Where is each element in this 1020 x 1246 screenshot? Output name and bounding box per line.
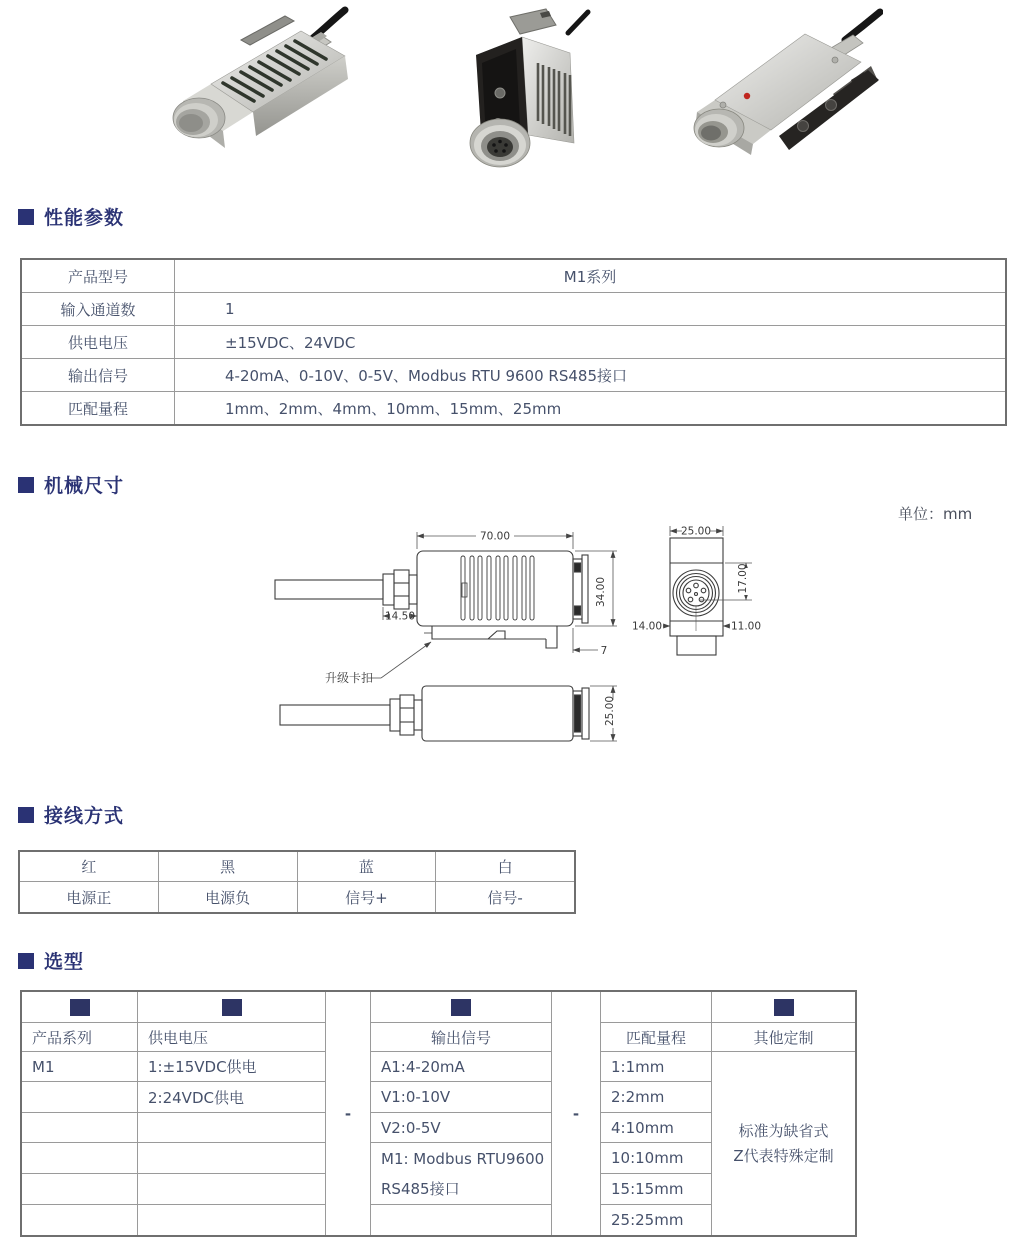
dimension-drawing-icon <box>0 523 1020 778</box>
order-code-separator: - <box>344 1104 352 1123</box>
dim-connector-offset: 17.00 <box>737 563 749 594</box>
param-label: 输出信号 <box>22 359 175 391</box>
column-header: 匹配量程 <box>601 1023 711 1052</box>
section-heading-selection <box>18 947 84 974</box>
section-bullet-square-icon <box>18 807 34 823</box>
section-title: 接线方式 <box>44 805 125 827</box>
param-value: ±15VDC、24VDC <box>225 333 356 352</box>
code-square-icon <box>774 999 794 1016</box>
selection-separator-column <box>326 992 371 1235</box>
selection-separator-column <box>552 992 601 1235</box>
dim-end-width: 25.00 <box>680 525 712 538</box>
option-cell: 2:2mm <box>601 1082 711 1113</box>
table-row <box>22 359 1005 392</box>
performance-table <box>20 258 1007 426</box>
wiring-table <box>18 850 576 914</box>
section-heading-wiring <box>18 801 124 828</box>
dim-side-height: 34.00 <box>595 576 607 608</box>
column-header: 供电电压 <box>138 1023 325 1052</box>
selection-col-voltage <box>138 992 326 1235</box>
custom-note-line-2: Z代表特殊定制 <box>733 1146 834 1165</box>
wire-function: 电源负 <box>159 882 298 912</box>
code-position-cell <box>138 992 325 1023</box>
table-row <box>22 260 1005 293</box>
product-photo-angled <box>153 6 353 166</box>
option-cell <box>22 1143 137 1174</box>
dim-topview-height: 25.00 <box>604 695 616 727</box>
unit-label: 单位：mm <box>898 505 973 523</box>
section-bullet-square-icon <box>18 953 34 969</box>
wire-function: 信号- <box>487 888 523 907</box>
param-label: 匹配量程 <box>22 392 175 424</box>
section-title: 选型 <box>44 951 85 973</box>
modbus-line-1: M1: Modbus RTU9600 <box>381 1149 545 1168</box>
wire-color: 红 <box>20 852 159 881</box>
option-cell <box>22 1082 137 1113</box>
product-photo-side <box>683 8 883 163</box>
dim-clip-height: 7 <box>600 645 608 657</box>
wire-function: 信号+ <box>298 882 437 912</box>
dim-right-offset: 11.00 <box>730 620 762 633</box>
option-cell <box>22 1174 137 1205</box>
selection-col-output <box>371 992 552 1235</box>
dim-side-width: 70.00 <box>479 530 511 543</box>
option-cell <box>138 1174 325 1205</box>
section-bullet-square-icon <box>18 477 34 493</box>
option-cell <box>371 1205 551 1235</box>
param-value: M1系列 <box>563 267 617 286</box>
option-cell <box>138 1113 325 1143</box>
section-heading-performance <box>18 203 124 230</box>
wire-color: 白 <box>497 858 513 876</box>
code-square-icon <box>222 999 242 1016</box>
option-cell: 25:25mm <box>611 1211 684 1229</box>
option-cell: 2:24VDC供电 <box>138 1082 325 1113</box>
table-row <box>22 293 1005 326</box>
param-label: 产品型号 <box>22 260 175 292</box>
dim-left-offset: 14.00 <box>631 620 663 633</box>
option-cell: 4:10mm <box>601 1113 711 1143</box>
wire-color: 蓝 <box>298 852 437 881</box>
sensor-photo-front-icon <box>448 3 598 178</box>
selection-col-custom <box>712 992 855 1235</box>
sensor-photo-angled-icon <box>153 6 353 166</box>
code-square-icon <box>70 999 90 1016</box>
section-heading-dimensions <box>18 471 124 498</box>
param-label: 供电电压 <box>22 326 175 358</box>
selection-col-range <box>601 992 712 1235</box>
column-header: 产品系列 <box>22 1023 137 1052</box>
wire-function: 电源正 <box>20 882 159 912</box>
custom-note-cell <box>712 1052 855 1235</box>
modbus-line-2: RS485接口 <box>381 1179 460 1198</box>
order-code-separator: - <box>572 1104 580 1123</box>
option-cell <box>22 1113 137 1143</box>
section-title: 机械尺寸 <box>44 475 125 497</box>
column-header: 输出信号 <box>371 1023 551 1052</box>
code-position-cell <box>22 992 137 1023</box>
custom-note-line-1: 标准为缺省式 <box>738 1121 829 1140</box>
option-cell <box>138 1205 325 1235</box>
param-value: 1mm、2mm、4mm、10mm、15mm、25mm <box>225 399 562 418</box>
table-row <box>20 852 574 882</box>
table-row <box>20 882 574 912</box>
code-position-cell <box>371 992 551 1023</box>
option-cell: 10:10mm <box>601 1143 711 1174</box>
param-value: 4-20mA、0-10V、0-5V、Modbus RTU 9600 RS485接口 <box>225 366 627 385</box>
dim-gland-offset: 14.50 <box>384 610 416 623</box>
section-bullet-square-icon <box>18 209 34 225</box>
option-cell: 1:±15VDC供电 <box>138 1052 325 1082</box>
sensor-photo-side-icon <box>683 8 883 163</box>
option-cell: V1:0-10V <box>371 1082 551 1113</box>
code-position-cell <box>601 992 711 1023</box>
mechanical-drawing <box>0 523 1020 782</box>
column-header: 其他定制 <box>712 1023 855 1052</box>
option-cell: M1 <box>22 1052 137 1082</box>
option-cell <box>138 1143 325 1174</box>
option-cell-modbus <box>371 1143 551 1205</box>
wire-color: 黑 <box>159 852 298 881</box>
param-label: 输入通道数 <box>22 293 175 325</box>
selection-col-series <box>22 992 138 1235</box>
upgrade-clip-label: 升级卡扣 <box>325 671 374 685</box>
section-title: 性能参数 <box>44 207 125 229</box>
option-cell: A1:4-20mA <box>371 1052 551 1082</box>
code-position-cell <box>712 992 855 1023</box>
option-cell: V2:0-5V <box>371 1113 551 1143</box>
option-cell <box>22 1205 137 1235</box>
table-row <box>22 326 1005 359</box>
option-cell: 15:15mm <box>601 1174 711 1205</box>
option-cell: 1:1mm <box>601 1052 711 1082</box>
selection-table <box>20 990 857 1237</box>
product-photo-front <box>448 3 598 178</box>
table-row <box>22 392 1005 424</box>
code-square-icon <box>451 999 471 1016</box>
param-value: 1 <box>225 300 235 318</box>
